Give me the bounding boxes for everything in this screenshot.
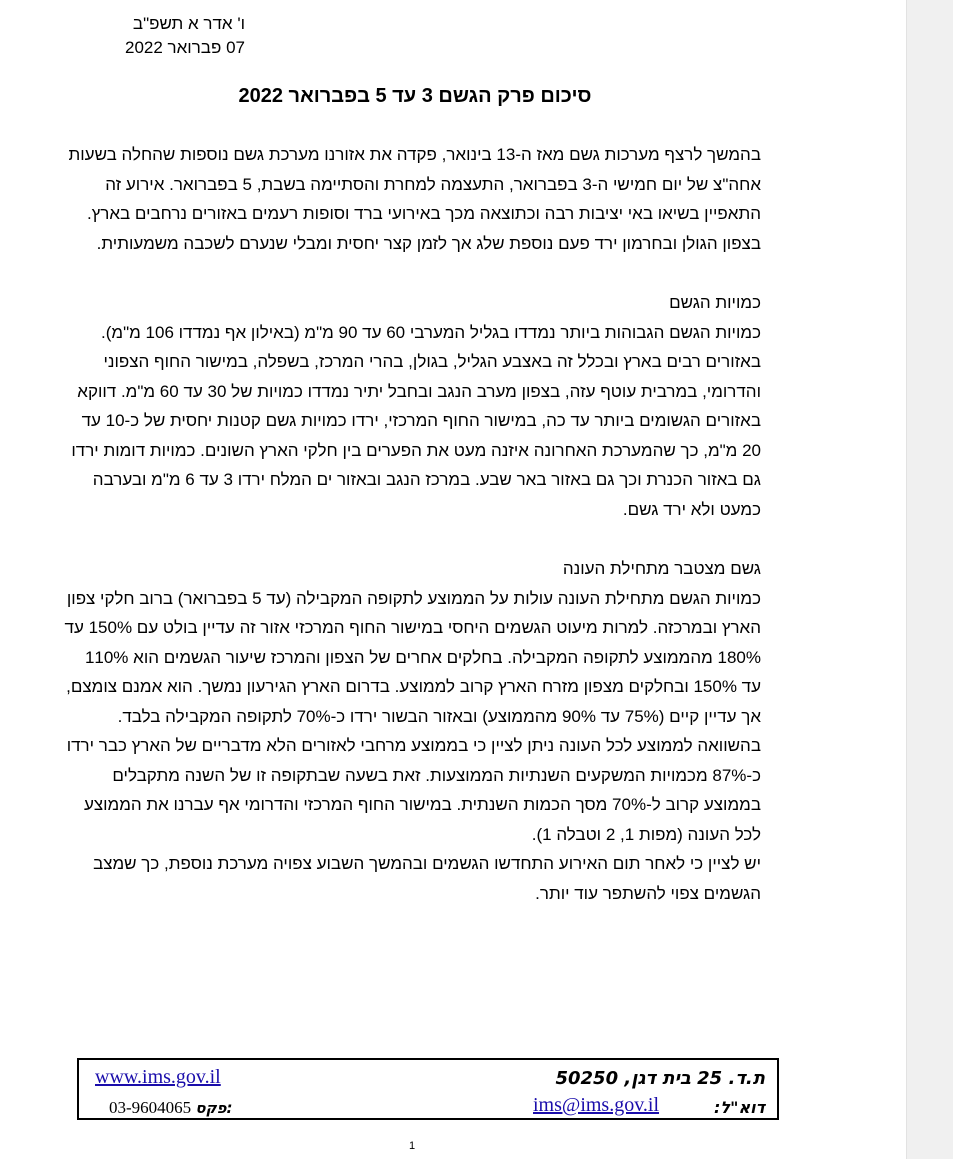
viewer-side-panel <box>906 0 953 1159</box>
page-number: 1 <box>409 1140 416 1152</box>
document-body <box>61 140 761 908</box>
email-link[interactable]: ims@ims.gov.il <box>533 1094 660 1116</box>
fax-number: 03-9604065 <box>109 1098 192 1117</box>
website-link[interactable]: www.ims.gov.il <box>95 1066 221 1088</box>
rain-amounts-paragraph: כמויות הגשם הגבוהות ביותר נמדדו בגליל המערבי 60 עד 90 מ"מ (באילון אף נמדדו 106 מ"מ). באזורים רבים בארץ ובכלל זה באצבע הגליל, בגולן, בהרי המרכז, בשפלה, במישור החוף הצפוני והדרומי, במרבית עוטף עזה, בצפון מערב הנגב ובחבל יתיר נמדדו כמויות של 30 עד 60 מ"מ. דווקא באזורים הגשומים ביותר עד כה, במישור החוף המרכזי, ירדו כמויות גשם קטנות יחסית של כ-10 עד 20 מ"מ, כך שהמערכת האחרונה איזנה מעט את הפערים בין חלקי הארץ השונים. כמויות דומות ירדו גם באזור הכנרת וכך גם באזור באר שבע. במרכז הנגב ובאזור ים המלח ירדו 3 עד 6 מ"מ ובערבה כמעט ולא ירד גשם. <box>71 322 761 519</box>
accumulated-rain-heading: גשם מצטבר מתחילת העונה <box>562 559 761 578</box>
closing-paragraph: יש לציין כי לאחר תום האירוע התחדשו הגשמים ובהמשך השבוע צפויה מערכת נוספת, כך שמצב הגשמים צפוי להשתפר עוד יותר. <box>93 854 761 903</box>
rain-amounts-heading: כמויות הגשם <box>669 293 761 312</box>
document-title: סיכום פרק הגשם 3 עד 5 בפברואר 2022 <box>238 85 592 107</box>
gregorian-date: 07 פברואר 2022 <box>125 38 245 57</box>
accumulated-rain-paragraph: כמויות הגשם מתחילת העונה עולות על הממוצע לתקופה המקבילה (עד 5 בפברואר) ברוב חלקי צפון הארץ ובמרכזה. למרות מיעוט הגשמים היחסי במישור החוף המרכזי אזור זה עדיין בולט עם 150% עד 180% מהממוצע לתקופה המקבילה. בחלקים אחרים של הצפון והמרכז שיעור הגשמים הוא 110% עד 150% ובחלקים מצפון מזרח הארץ קרוב לממוצע. בדרום הארץ הגירעון נמשך. הוא אמנם צומצם, אך עדיין קיים (75% עד 90% מהממוצע) ובאזור הבשור ירדו כ-70% לתקופה המקבילה בלבד. <box>64 588 761 726</box>
contact-footer <box>77 1058 779 1120</box>
paragraph-gap <box>61 524 761 554</box>
season-comparison-paragraph: בהשוואה לממוצע לכל העונה ניתן לציין כי בממוצע מרחבי לאזורים הלא מדבריים של הארץ כבר ירדו כ-87% מכמויות המשקעים השנתיות הממוצעות. זאת בשעה שבתקופה זו של השנה מתקבלים בממוצע קרוב ל-70% מסך הכמות השנתית. במישור החוף המרכזי והדרומי אף עברנו את הממוצע לכל העונה (מפות 1, 2 וטבלה 1). <box>66 736 761 844</box>
paragraph-gap <box>61 258 761 288</box>
postal-address: ת.ד. 25 בית דגן, 50250 <box>555 1068 765 1089</box>
intro-paragraph: בהמשך לרצף מערכות גשם מאז ה-13 בינואר, פקדה את אזורנו מערכת גשם נוספות שהחלה בשעות אחה"צ של יום חמישי ה-3 בפברואר, התעצמה למחרת והסתיימה בשבת, 5 בפברואר. אירוע זה התאפיין בשיאו באי יציבות רבה וכתוצאה מכך באירועי ברד וסופות רעמים באזורים נרחבים בארץ. בצפון הגולן ובחרמון ירד פעם נוספת שלג אך לזמן קצר יחסית ומבלי שנערם לשכבה משמעותית. <box>68 145 761 253</box>
hebrew-date: ו' אדר א תשפ"ב <box>132 14 245 33</box>
fax-line <box>109 1098 233 1118</box>
fax-label: פקס: <box>195 1099 233 1117</box>
email-label: דוא"ל: <box>714 1098 765 1117</box>
